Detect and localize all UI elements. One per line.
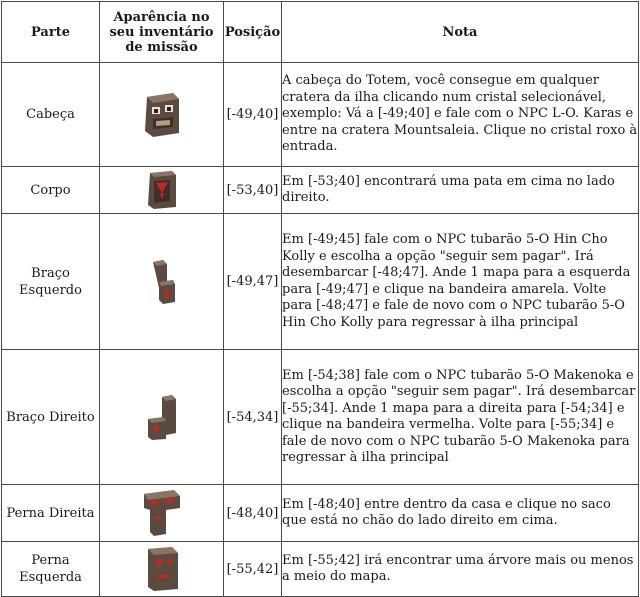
- table-row: [2, 350, 639, 485]
- table-header-row: [2, 2, 639, 63]
- part-note: Em [-54;38] fale com o NPC tubarão 5-O Makenoka e escolha a opção "seguir sem pagar". Irá desembarcar [-55;34]. Ande 1 mapa para a direita para [-54;34] e clique na bandeira vermelha. Volte para [-55;34] e fale de novo com o NPC tubarão 5-O Makenoka para regressar à ilha principal: [282, 350, 639, 485]
- part-position: [-55,42]: [224, 542, 282, 597]
- table-row: [2, 167, 639, 214]
- part-image-cell: [100, 214, 224, 350]
- part-note: Em [-49;45] fale com o NPC tubarão 5-O Hin Cho Kolly e escolha a opção "seguir sem pagar". Irá desembarcar [-48;47]. Ande 1 mapa para a esquerda para [-49;47] e clique na bandeira amarela. Volte para [-48;47] e fale de novo com o NPC tubarão 5-O Hin Cho Kolly para regressar à ilha principal: [282, 214, 639, 350]
- part-image-cell: [100, 350, 224, 485]
- part-position: [-49,40]: [224, 63, 282, 167]
- part-name: Perna Esquerda: [2, 542, 100, 597]
- part-note: A cabeça do Totem, você consegue em qualquer cratera da ilha clicando num cristal selecionável, exemplo: Vá a [-49;40] e fale com o NPC L-O. Karas e entre na cratera Mountsaleia. Clique no cristal roxo à entrada.: [282, 63, 639, 167]
- totem-parts-table: [1, 1, 639, 597]
- part-image-cell: [100, 63, 224, 167]
- part-image-cell: [100, 485, 224, 542]
- header-parte: Parte: [2, 2, 100, 63]
- header-nota: Nota: [282, 2, 639, 63]
- part-name: Perna Direita: [2, 485, 100, 542]
- part-position: [-54,34]: [224, 350, 282, 485]
- part-position: [-48,40]: [224, 485, 282, 542]
- part-name: Cabeça: [2, 63, 100, 167]
- totem-left-leg-icon: [142, 545, 182, 593]
- part-note: Em [-55;42] irá encontrar uma árvore mais ou menos a meio do mapa.: [282, 542, 639, 597]
- totem-left-arm-icon: [145, 258, 179, 306]
- part-position: [-49,47]: [224, 214, 282, 350]
- table-row: [2, 214, 639, 350]
- part-note: Em [-53;40] encontrará uma pata em cima no lado direito.: [282, 167, 639, 214]
- part-position: [-53,40]: [224, 167, 282, 214]
- table-row: [2, 63, 639, 167]
- part-image-cell: [100, 542, 224, 597]
- part-note: Em [-48;40] entre dentro da casa e clique no saco que está no chão do lado direito em cima.: [282, 485, 639, 542]
- part-image-cell: [100, 167, 224, 214]
- part-name: Corpo: [2, 167, 100, 214]
- part-name: Braço Direito: [2, 350, 100, 485]
- header-aparencia: Aparência no seu inventário de missão: [100, 2, 224, 63]
- totem-right-leg-icon: [140, 488, 184, 538]
- totem-head-icon: [139, 91, 185, 139]
- table-row: [2, 485, 639, 542]
- totem-right-arm-icon: [144, 393, 180, 441]
- table-row: [2, 542, 639, 597]
- part-name: Braço Esquerdo: [2, 214, 100, 350]
- header-posicao: Posição: [224, 2, 282, 63]
- totem-body-icon: [144, 169, 180, 211]
